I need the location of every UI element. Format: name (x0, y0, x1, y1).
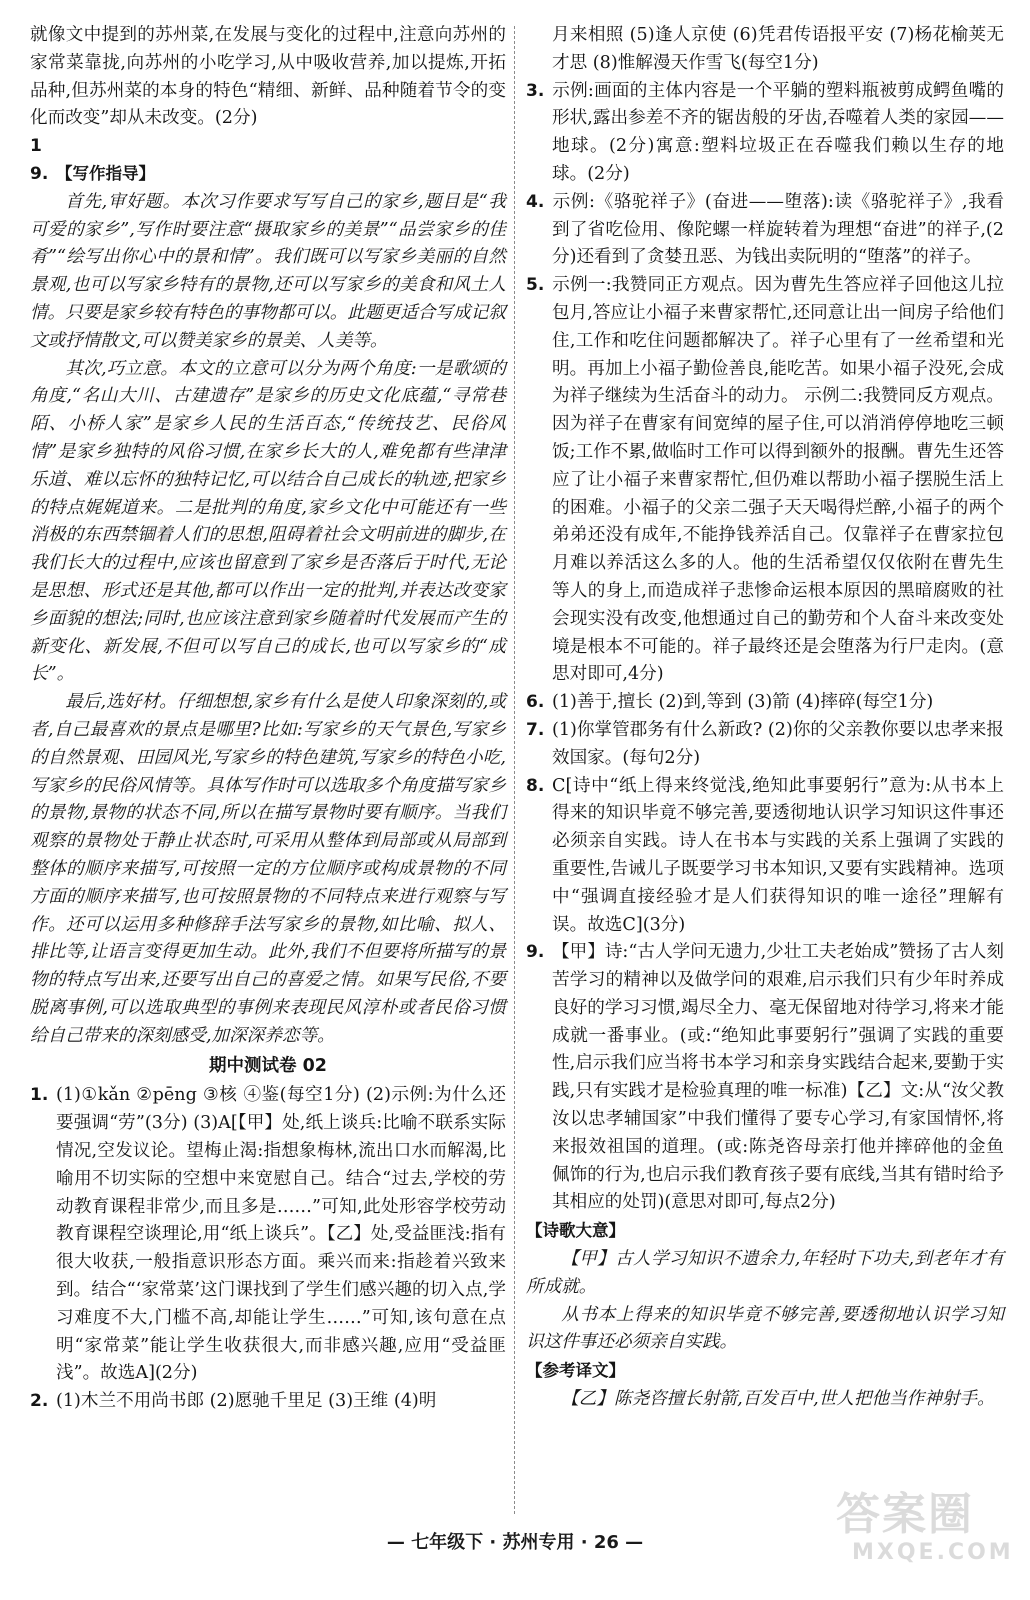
q6-answer (526, 689, 1004, 717)
poem-meaning-tag: 【诗歌大意】 (526, 1221, 625, 1241)
watermark-main-text: 答案圈 (836, 1489, 974, 1540)
q6-text: (1)善于,擅长 (2)到,等到 (3)箭 (4)摔碎(每空1分) (552, 692, 934, 713)
q5-answer (526, 272, 1004, 689)
q4-number: 4. (526, 191, 545, 212)
q1-answer (30, 1082, 506, 1388)
q7-text: (1)你掌管郡务有什么新政? (2)你的父亲教你要以忠孝来报效国家。(每句2分) (552, 719, 1004, 768)
section-title: 期中测试卷 02 (209, 1056, 327, 1077)
q19-tag: 【写作指导】 (56, 163, 155, 183)
q19-paragraph-1: 首先,审好题。本次习作要求写写自己的家乡,题目是“我可爱的家乡”,写作时要注意“摄取家乡的美景”“品尝家乡的佳肴”“绘写出你心中的景和情”。我们既可以写家乡美丽的自然景观,也可以写家乡特有的景物,还可以写家乡的美食和风土人情。只要是家乡较有特色的事物都可以。此题更适合写成记叙文或抒情散文,可以赞美家乡的景美、人美等。 (30, 191, 506, 351)
q3-number: 3. (526, 80, 545, 101)
q19-heading (30, 133, 506, 189)
poem-meaning-heading (526, 1217, 1004, 1246)
q8-answer (526, 773, 1004, 940)
q7-number: 7. (526, 719, 545, 740)
q1-number: 1. (30, 1085, 49, 1106)
q2-answer (30, 1388, 506, 1416)
watermark-site-text: MXQE.COM (852, 1540, 1014, 1565)
q3-answer (526, 78, 1004, 189)
q2-number: 2. (30, 1391, 49, 1412)
q18-answer-tail: 就像文中提到的苏州菜,在发展与变化的过程中,注意向苏州的家常菜靠拢,向苏州的小吃学习,从中吸收营养,加以提炼,开拓品种,但苏州菜的本身的特色“精细、新鲜、品种随着节令的变化而改变”却从未改变。(2分) (30, 25, 506, 129)
q4-answer (526, 189, 1004, 272)
column-divider (514, 26, 515, 1514)
q19-number: 19. (30, 136, 49, 184)
q8-number: 8. (526, 775, 545, 796)
q5-number: 5. (526, 275, 545, 296)
translation-tag: 【参考译文】 (526, 1361, 625, 1381)
q9-answer (526, 939, 1004, 1217)
right-column (526, 22, 1004, 1414)
q5-text: 示例一:我赞同正方观点。因为曹先生答应祥子回他这儿拉包月,答应让小福子来曹家帮忙,还同意让出一间房子给他们住,工作和吃住问题都解决了。祥子心里有了一丝希望和光明。再加上小福子勤俭善良,能吃苦。如果小福子没死,会成为祥子继续为生活奋斗的动力。 示例二:我赞同反方观点。因为祥子在曹家有间宽绰的屋子住,可以消消停停地吃三顿饭;工作不累,做临时工作可以得到额外的报酬。曹先生还答应了让小福子来曹家帮忙,但仍难以帮助小福子摆脱生活上的困难。小福子的父亲二强子天天喝得烂醉,小福子的两个弟弟还没有成年,不能挣钱养活自己。仅靠祥子在曹家拉包月难以养活这么多的人。他的生活希望仅仅依附在曹先生等人的身上,而造成祥子悲惨命运根本原因的黑暗腐败的社会现实没有改变,他想通过自己的勤劳和个人奋斗来改变处境是根本不可能的。祥子最终还是会堕落为行尸走肉。(意思对即可,4分) (552, 275, 1004, 685)
page-footer: — 七年级下 · 苏州专用 · 26 — (386, 1532, 644, 1553)
q1-text: (1)①kǎn ②pēng ③核 ④鉴(每空1分) (2)示例:为什么还要强调“劳”(3分) (3)A[【甲】处,纸上谈兵:比喻不联系实际情况,空发议论。望梅止渴:指想象梅林,流出口水而解渴,比喻用不切实际的空想中来宽慰自己。结合“过去,学校的劳动教育课程非常少,而且多是……”可知,此处形容学校劳动教育课程空谈理论,用“纸上谈兵”。【乙】处,受益匪浅:指有很大收获,一般指意识形态方面。乘兴而来:指趁着兴致来到。结合“‘家常菜’这门课找到了学生们感兴趣的切入点,学习难度不大,门槛不高,却能让学生……”可知,该句意在点明“家常菜”能让学生收获很大,而非感兴趣,应用“受益匪浅”。故选A](2分) (56, 1085, 506, 1384)
left-column (30, 22, 506, 1416)
q2-text: (1)木兰不用尚书郎 (2)愿驰千里足 (3)王维 (4)明 (56, 1391, 437, 1412)
q7-answer (526, 717, 1004, 773)
watermark-logo (836, 1490, 1014, 1590)
translation-heading (526, 1357, 1004, 1386)
q9-text: 【甲】诗:“古人学问无遗力,少壮工夫老始成”赞扬了古人刻苦学习的精神以及做学问的艰难,启示我们只有少年时养成良好的学习习惯,竭尽全力、毫无保留地对待学习,将来才能成就一番事业。(或:“绝知此事要躬行”强调了实践的重要性,启示我们应当将书本学习和亲身实践结合起来,要勤于实践,只有实践才是检验真理的唯一标准)【乙】文:从“汝父教汝以忠孝辅国家”中我们懂得了要专心学习,有家国情怀,将来报效祖国的道理。(或:陈尧咨母亲打他并摔碎他的金鱼佩饰的行为,也启示我们教育孩子要有底线,当其有错时给予其相应的处罚)(意思对即可,每点2分) (552, 942, 1004, 1213)
q9-number: 9. (526, 942, 545, 963)
q3-text: 示例:画面的主体内容是一个平躺的塑料瓶被剪成鳄鱼嘴的形状,露出参差不齐的锯齿般的牙齿,吞噬着人类的家园——地球。(2分)寓意:塑料垃圾正在吞噬我们赖以生存的地球。(2分) (552, 80, 1004, 184)
q2-answer-tail: 月来相照 (5)逢人京使 (6)凭君传语报平安 (7)杨花榆荚无才思 (8)惟解漫天作雪飞(每空1分) (552, 25, 1004, 73)
q6-number: 6. (526, 692, 545, 713)
q8-text: C[诗中“纸上得来终觉浅,绝知此事要躬行”意为:从书本上得来的知识毕竟不够完善,要透彻地认识学习知识这件事还必须亲自实践。诗人在书本与实践的关系上强调了实践的重要性,告诫儿子既要学习书本知识,又要有实践精神。选项中“强调直接经验才是人们获得知识的唯一途径”理解有误。故选C](3分) (552, 775, 1004, 935)
q19-paragraph-2: 其次,巧立意。本文的立意可以分为两个角度:一是歌颂的角度,“名山大川、古建遗存”是家乡的历史文化底蕴,“寻常巷陌、小桥人家”是家乡人民的生活百态,“传统技艺、民俗风情”是家乡独特的风俗习惯,在家乡长大的人,难免都有些津津乐道、难以忘怀的独特记忆,可以结合自己成长的轨迹,把家乡的特点娓娓道来。二是批判的角度,家乡文化中可能还有一些消极的东西禁锢着人们的思想,阻碍着社会文明前进的脚步,在我们长大的过程中,应该也留意到了家乡是否落后于时代,无论是思想、形式还是其他,都可以作出一定的批判,并表达改变家乡面貌的想法;同时,也应该注意到家乡随着时代发展而产生的新变化、新发展,不但可以写自己的成长,也可以写家乡的“成长”。 (30, 358, 506, 685)
translation-paragraph-1: 【乙】陈尧咨擅长射箭,百发百中,世人把他当作神射手。 (561, 1389, 995, 1410)
q19-paragraph-3: 最后,选好材。仔细想想,家乡有什么是使人印象深刻的,或者,自己最喜欢的景点是哪里?比如:写家乡的天气景色,写家乡的自然景观、田园风光,写家乡的特色建筑,写家乡的特色小吃,写家乡的民俗风情等。具体写作时可以选取多个角度描写家乡的景物,景物的状态不同,所以在描写景物时要有顺序。当我们观察的景物处于静止状态时,可采用从整体到局部或从局部到整体的顺序来描写,可按照一定的方位顺序或构成景物的不同方面的顺序来描写,也可按照景物的不同特点来进行观察与写作。还可以运用多种修辞手法写家乡的景物,如比喻、拟人、排比等,让语言变得更加生动。此外,我们不但要将所描写的景物的特点写出来,还要写出自己的喜爱之情。如果写民俗,不要脱离事例,可以选取典型的事例来表现民风淳朴或者民俗习惯给自己带来的深刻感受,加深深养恋等。 (30, 692, 506, 1046)
poem-meaning-paragraph-1: 【甲】古人学习知识不遗余力,年轻时下功夫,到老年才有所成就。 (526, 1249, 1004, 1297)
q4-text: 示例:《骆驼祥子》(奋进——堕落):读《骆驼祥子》,我看到了省吃俭用、像陀螺一样旋转着为理想“奋进”的祥子,(2分)还看到了贪婪丑恶、为钱出卖阮明的“堕落”的祥子。 (552, 191, 1004, 268)
poem-meaning-paragraph-2: 从书本上得来的知识毕竟不够完善,要透彻地认识学习知识这件事还必须亲自实践。 (526, 1304, 1004, 1353)
